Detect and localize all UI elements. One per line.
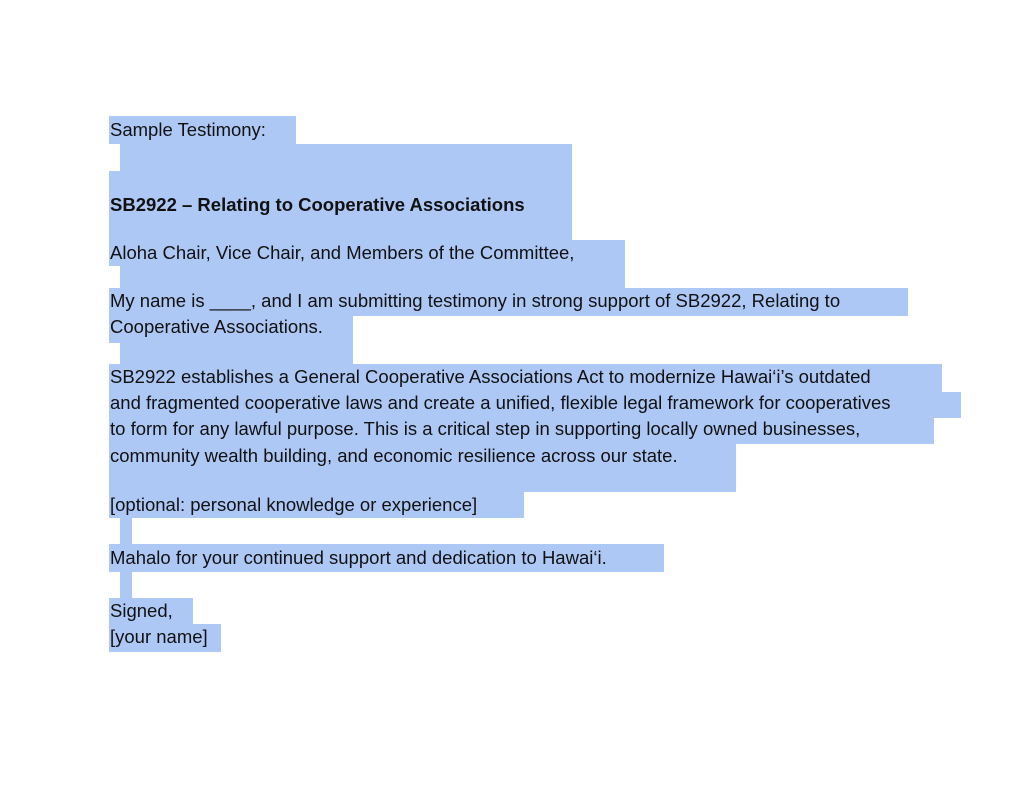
optional-note: [optional: personal knowledge or experience] bbox=[110, 494, 478, 515]
intro-line-2: Cooperative Associations. bbox=[110, 316, 323, 337]
intro-line-1: My name is ____, and I am submitting testimony in strong support of SB2922, Relating to bbox=[110, 290, 841, 311]
selection-highlight bbox=[120, 266, 625, 288]
closing-line: Mahalo for your continued support and dedication to Hawai‘i. bbox=[110, 547, 607, 568]
body-line-4: community wealth building, and economic resilience across our state. bbox=[110, 445, 678, 466]
body-line-3: to form for any lawful purpose. This is a critical step in supporting locally owned businesses, bbox=[110, 418, 861, 439]
selection-highlight bbox=[120, 518, 132, 544]
signature-placeholder: [your name] bbox=[110, 626, 208, 647]
signoff: Signed, bbox=[110, 600, 173, 621]
body-line-2: and fragmented cooperative laws and create a unified, flexible legal framework for cooperatives bbox=[110, 392, 891, 413]
selection-highlight bbox=[120, 343, 353, 364]
selection-highlight bbox=[120, 144, 572, 171]
document-title: SB2922 – Relating to Cooperative Associations bbox=[110, 194, 525, 215]
selection-highlight bbox=[109, 219, 572, 240]
selection-highlight bbox=[120, 572, 132, 598]
salutation: Aloha Chair, Vice Chair, and Members of the Committee, bbox=[110, 242, 575, 263]
document-header: Sample Testimony: bbox=[110, 119, 266, 140]
body-line-1: SB2922 establishes a General Cooperative Associations Act to modernize Hawai‘i’s outdated bbox=[110, 366, 871, 387]
